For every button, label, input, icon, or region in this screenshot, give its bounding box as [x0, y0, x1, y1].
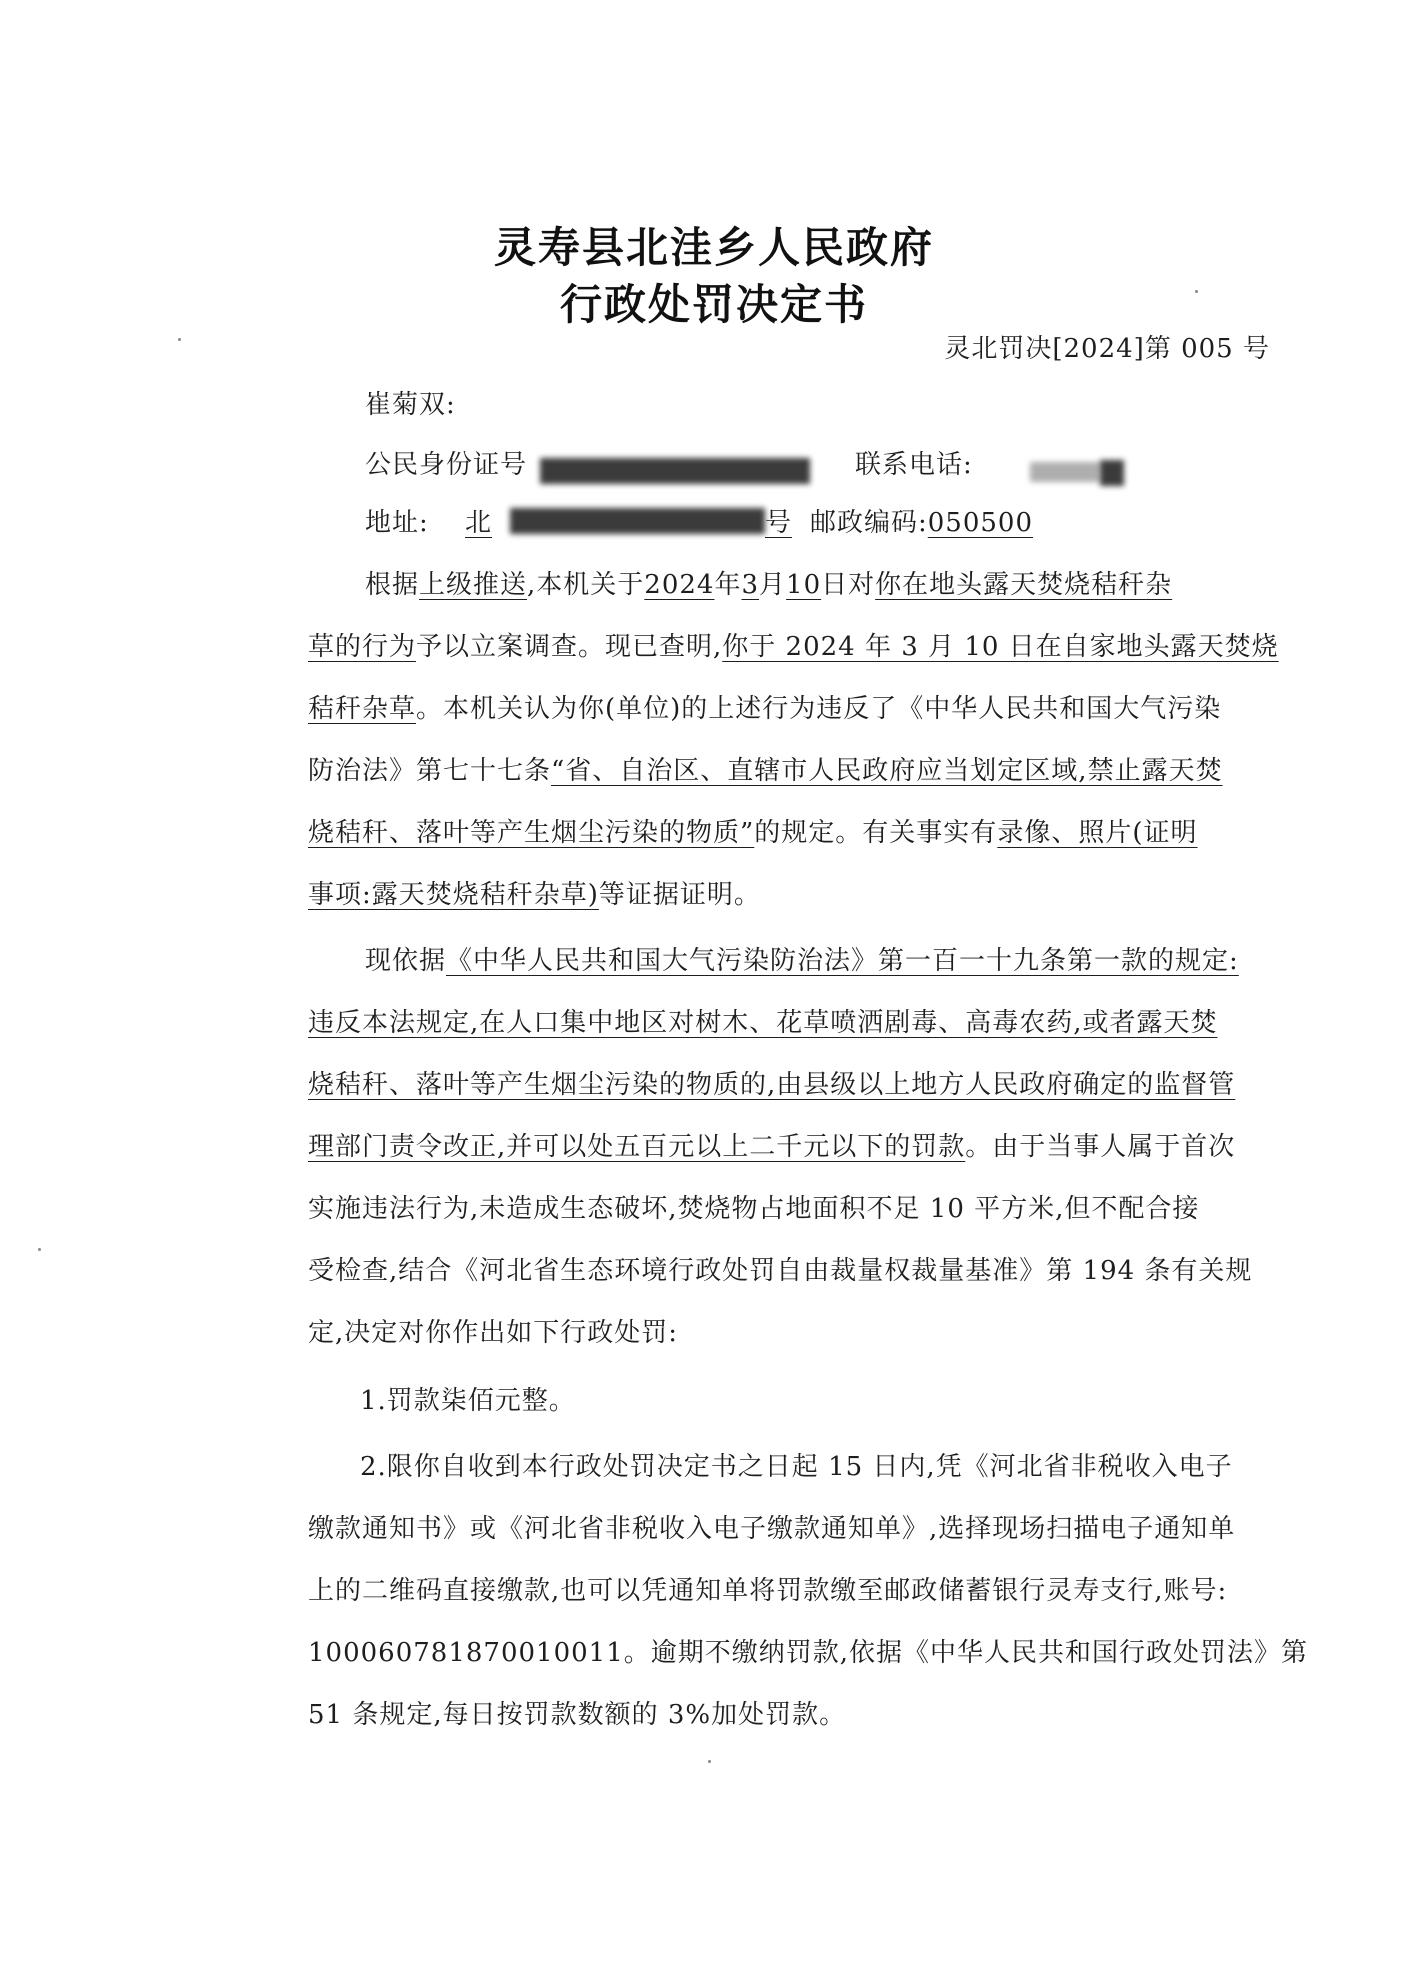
text: ,本机关于	[527, 570, 645, 600]
phone-number-redaction	[1100, 460, 1124, 486]
basis-line-5: 实施违法行为,未造成生态破坏,焚烧物占地面积不足 10 平方米,但不配合接	[308, 1194, 1200, 1224]
text: 予以立案调查。现已查明,	[416, 632, 723, 662]
scan-speck	[1195, 290, 1198, 293]
month: 3	[741, 570, 760, 600]
facts-line-3	[308, 688, 1221, 725]
evidence: 录像、照片(证明	[997, 818, 1198, 848]
facts-line-1	[365, 564, 1172, 601]
clause: “省、自治区、直辖市人民政府应当划定区域,禁止露天焚	[551, 756, 1223, 786]
basis-line-7: 定,决定对你作出如下行政处罚:	[308, 1318, 679, 1348]
phone-redaction-light	[1030, 462, 1100, 482]
phone-label: 联系电话:	[855, 450, 973, 480]
finding: 秸秆杂草	[308, 694, 417, 724]
text: 等证据证明。	[598, 880, 761, 910]
facts-line-6	[308, 874, 761, 911]
basis-line-4	[308, 1126, 1235, 1163]
penalty-item-2-line-2: 缴款通知书》或《河北省非税收入电子缴款通知单》,选择现场扫描电子通知单	[308, 1514, 1236, 1544]
id-number-redaction	[540, 458, 810, 484]
scan-speck	[178, 338, 181, 341]
address-redaction	[510, 508, 765, 534]
day: 10	[786, 570, 822, 600]
penalty-item-2-line-5: 51 条规定,每日按罚款数额的 3%加处罚款。	[308, 1700, 847, 1730]
postcode-label	[810, 502, 1033, 539]
text: 防治法》第七十七条	[308, 756, 552, 786]
year: 2024	[644, 570, 715, 600]
basis-line-3: 烧秸秆、落叶等产生烟尘污染的物质的,由县级以上地方人民政府确定的监督管	[308, 1070, 1236, 1100]
id-label: 公民身份证号	[365, 450, 528, 480]
text: 现依据	[365, 946, 447, 976]
scan-speck	[708, 1760, 711, 1763]
basis-line-1	[365, 940, 1239, 977]
address-prefix: 北	[465, 508, 493, 538]
subject: 草的行为	[308, 632, 417, 662]
facts-line-2	[308, 626, 1279, 663]
subject: 你在地头露天焚烧秸秆杂	[875, 570, 1173, 600]
basis-line-2: 违反本法规定,在人口集中地区对树木、花草喷洒剧毒、高毒农药,或者露天焚	[308, 1008, 1218, 1038]
law: 《中华人民共和国大气污染防治法》第一百一十九条第一款的规定:	[446, 946, 1239, 976]
finding: 你于 2024 年 3 月 10 日在自家地头露天焚烧	[722, 632, 1279, 662]
document-title-line1: 灵寿县北洼乡人民政府	[493, 223, 934, 272]
basis-line-6: 受检查,结合《河北省生态环境行政处罚自由裁量权裁量基准》第 194 条有关规	[308, 1256, 1253, 1286]
penalty-item-2-line-3: 上的二维码直接缴款,也可以凭通知单将罚款缴至邮政储蓄银行灵寿支行,账号:	[308, 1576, 1228, 1606]
postcode-label-text: 邮政编码:	[810, 508, 928, 538]
scan-speck	[38, 1248, 41, 1251]
text: 日对	[821, 570, 876, 600]
text: 年	[714, 570, 742, 600]
address-suffix: 号	[765, 508, 793, 538]
address-label: 地址:	[365, 508, 429, 538]
document-number: 灵北罚决[2024]第 005 号	[944, 334, 1270, 364]
text: 根据	[365, 570, 420, 600]
text: 的规定。有关事实有	[754, 818, 998, 848]
postcode-value: 050500	[927, 508, 1034, 538]
law: 理部门责令改正,并可以处五百元以上二千元以下的罚款	[308, 1132, 966, 1162]
text: 。由于当事人属于首次	[965, 1132, 1236, 1162]
text: 。本机关认为你(单位)的上述行为违反了《中华人民共和国大气污染	[416, 694, 1222, 724]
facts-line-5	[308, 812, 1197, 849]
penalty-item-1: 1.罚款柒佰元整。	[360, 1386, 576, 1416]
facts-line-4	[308, 750, 1223, 787]
text: 月	[759, 570, 787, 600]
evidence: 事项:露天焚烧秸秆杂草)	[308, 880, 599, 910]
penalty-item-2-line-1: 2.限你自收到本行政处罚决定书之日起 15 日内,凭《河北省非税收入电子	[360, 1452, 1233, 1482]
source: 上级推送	[419, 570, 528, 600]
document-title-line2: 行政处罚决定书	[559, 280, 868, 329]
clause: 烧秸秆、落叶等产生烟尘污染的物质”	[308, 818, 755, 848]
penalty-item-2-line-4: 100060781870010011。逾期不缴纳罚款,依据《中华人民共和国行政处罚法》第	[308, 1638, 1309, 1668]
party-name: 崔菊双:	[365, 390, 456, 420]
